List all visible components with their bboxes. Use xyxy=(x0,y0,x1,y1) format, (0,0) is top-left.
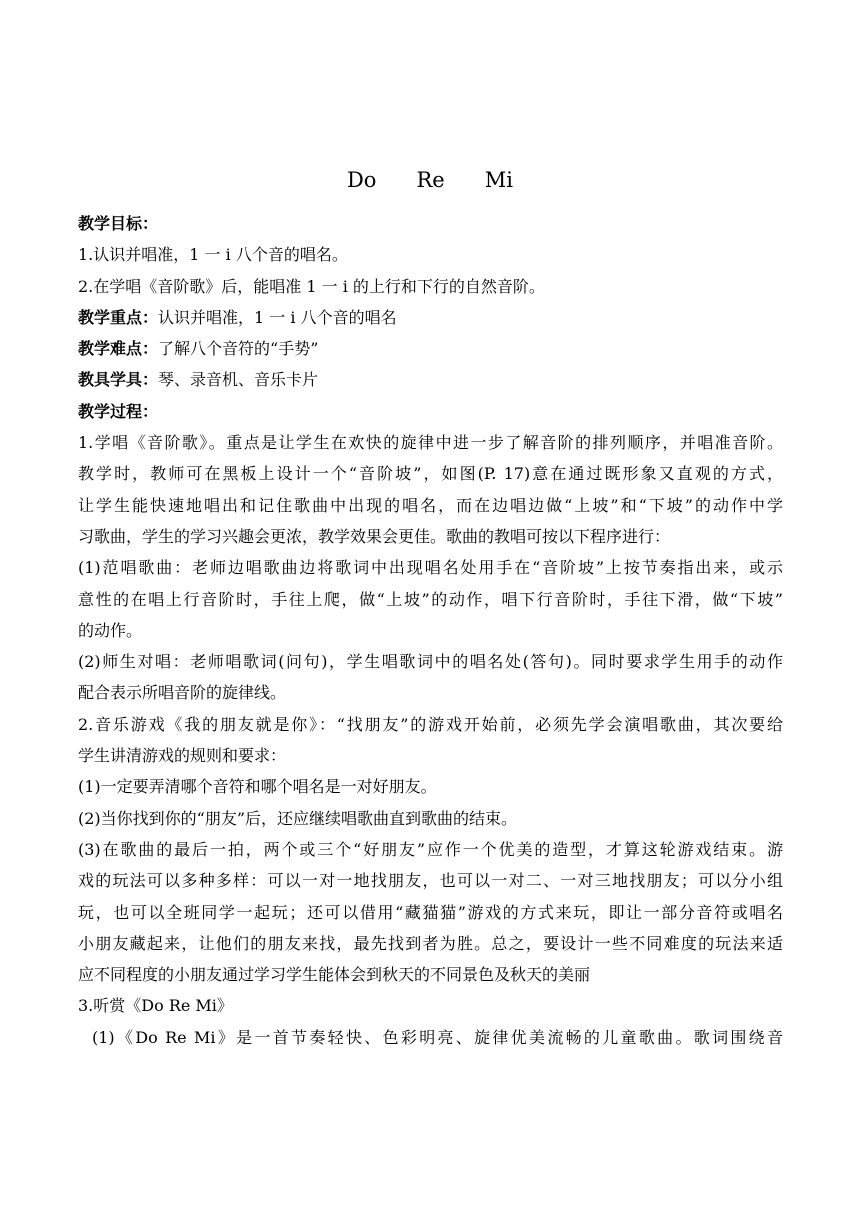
process-heading: 教学过程： xyxy=(78,401,159,421)
teaching-tools-text: 琴、录音机、音乐卡片 xyxy=(158,370,319,390)
paragraph-line: 让学生能快速地唱出和记住歌曲中出现的唱名，而在边唱边做“上坡”和“下坡”的动作中学 xyxy=(78,495,783,515)
paragraph-line: (1)范唱歌曲：老师边唱歌曲边将歌词中出现唱名处用手在“音阶坡”上按节奏指出来，或示 xyxy=(78,558,783,578)
goal-item-1: 1.认识并唱准，1 一 i 八个音的唱名。 xyxy=(78,245,348,265)
teaching-tools xyxy=(78,364,783,395)
teaching-tools-label: 教具学具： xyxy=(78,370,159,390)
paragraph-line: 小朋友藏起来，让他们的朋友来找，最先找到者为胜。总之，要设计一些不同难度的玩法来适 xyxy=(78,933,783,953)
paragraph-line: (1)《Do Re Mi》是一首节奏轻快、色彩明亮、旋律优美流畅的儿童歌曲。歌词围绕音 xyxy=(92,1027,783,1047)
key-point xyxy=(78,302,783,333)
paragraph-line: 配合表示所唱音阶的旋律线。 xyxy=(78,683,287,703)
paragraph-line: 戏的玩法可以多种多样：可以一对一地找朋友，也可以一对二、一对三地找朋友；可以分小组 xyxy=(78,871,783,891)
paragraph-line: 玩，也可以全班同学一起玩；还可以借用“藏猫猫”游戏的方式来玩，即让一部分音符或唱名 xyxy=(78,902,783,922)
paragraph-line: 学生讲清游戏的规则和要求： xyxy=(78,746,287,766)
paragraph-line: (2)当你找到你的“朋友”后，还应继续唱歌曲直到歌曲的结束。 xyxy=(78,808,518,828)
difficult-point xyxy=(78,333,783,364)
document-body xyxy=(78,208,783,1053)
paragraph-line: 应不同程度的小朋友通过学习学生能体会到秋天的不同景色及秋天的美丽 xyxy=(78,965,591,985)
paragraph-line: 教学时，教师可在黑板上设计一个“音阶坡”，如图(P. 17)意在通过既形象又直观的方式， xyxy=(78,464,783,484)
goal-item-2: 2.在学唱《音阶歌》后，能唱准 1 一 i 的上行和下行的自然音阶。 xyxy=(78,276,545,296)
goal-heading: 教学目标： xyxy=(78,214,159,233)
key-point-label: 教学重点： xyxy=(78,307,159,327)
paragraph-line: 习歌曲，学生的学习兴趣会更浓，教学效果会更佳。歌曲的教唱可按以下程序进行： xyxy=(78,526,671,546)
difficult-point-text: 了解八个音符的“手势” xyxy=(158,339,319,359)
paragraph-line: 1.学唱《音阶歌》。重点是让学生在欢快的旋律中进一步了解音阶的排列顺序，并唱准音阶。 xyxy=(78,433,783,453)
paragraph-line: (2)师生对唱：老师唱歌词(问句)，学生唱歌词中的唱名处(答句)。同时要求学生用手的动作 xyxy=(78,652,783,672)
key-point-text: 认识并唱准，1 一 i 八个音的唱名 xyxy=(158,307,397,327)
paragraph-line: (3)在歌曲的最后一拍，两个或三个“好朋友”应作一个优美的造型，才算这轮游戏结束。游 xyxy=(78,839,783,859)
paragraph-line: 3.听赏《Do Re Mi》 xyxy=(78,996,233,1016)
document-title: Do Re Mi xyxy=(346,168,514,192)
paragraph-line: (1)一定要弄清哪个音符和哪个唱名是一对好朋友。 xyxy=(78,777,437,797)
paragraph-line: 意性的在唱上行音阶时，手往上爬，做“上坡”的动作，唱下行音阶时，手往下滑，做“下坡” xyxy=(78,589,783,609)
paragraph-line: 2.音乐游戏《我的朋友就是你》：“找朋友”的游戏开始前，必须先学会演唱歌曲，其次要给 xyxy=(78,714,783,734)
paragraph-line: 的动作。 xyxy=(78,620,143,640)
difficult-point-label: 教学难点： xyxy=(78,339,159,359)
